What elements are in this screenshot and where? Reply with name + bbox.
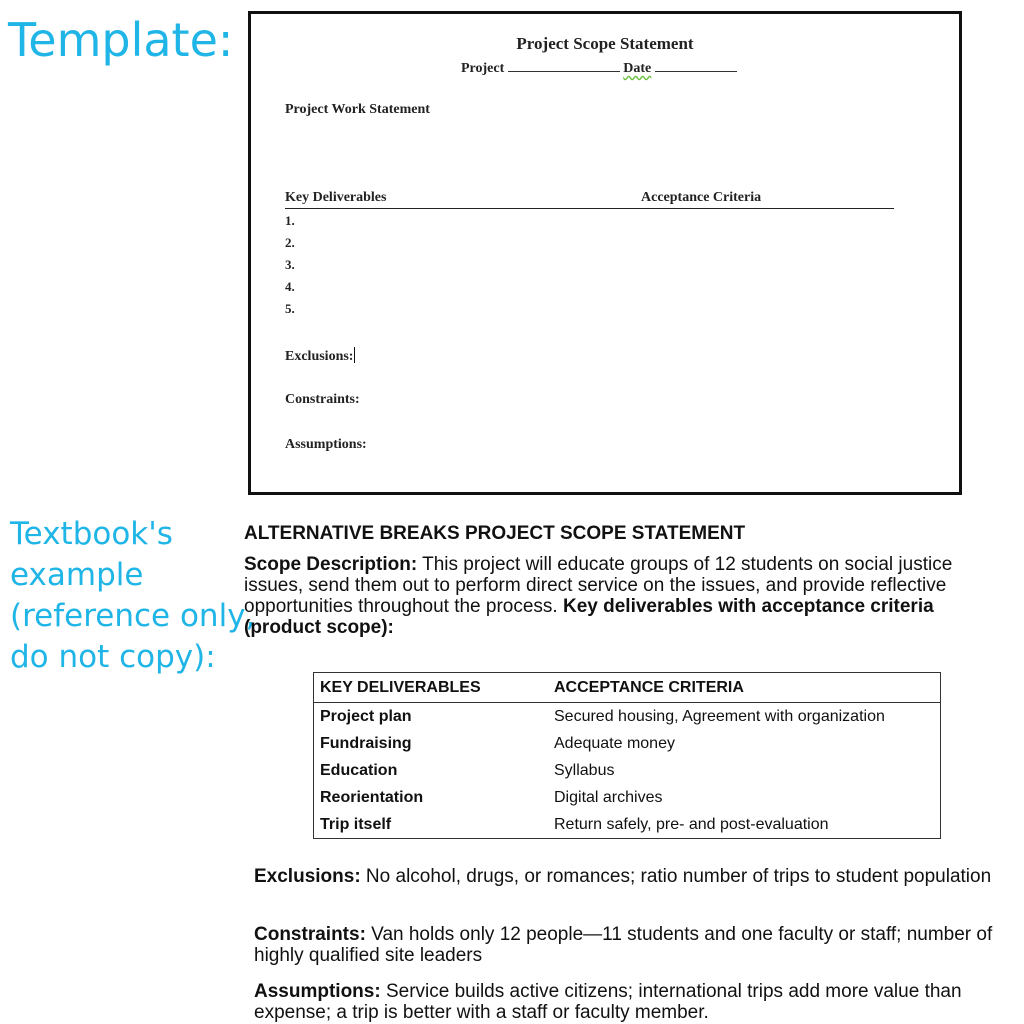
criteria-cell: Return safely, pre- and post-evaluation	[554, 815, 829, 833]
deliverable-number-list	[285, 210, 295, 320]
key-deliverables-heading: Key Deliverables	[285, 190, 387, 205]
deliverable-cell: Project plan	[320, 707, 412, 725]
table-row	[314, 703, 941, 731]
assumptions-heading: Assumptions:	[285, 437, 367, 452]
template-label: Template:	[8, 13, 234, 67]
constraints-text: Van holds only 12 people—11 students and one faculty or staff; number of highly qualified site leaders	[254, 924, 993, 966]
criteria-cell: Secured housing, Agreement with organization	[554, 707, 885, 725]
exclusions-label: Exclusions:	[254, 866, 361, 887]
example-heading: ALTERNATIVE BREAKS PROJECT SCOPE STATEMENT	[244, 523, 746, 544]
deliverable-number: 1.	[285, 213, 295, 228]
table-row	[314, 757, 941, 784]
scope-label: Scope Description:	[244, 554, 418, 575]
assumptions-text: Service builds active citizens; international trips add more value than expense; a trip is better with a staff or faculty member.	[254, 981, 962, 1023]
scope-text: This project will educate groups of 12 students on social justice issues, send them out to perform direct service on the issues, and provide reflective opportunities throughout the process.	[244, 554, 953, 617]
header-key-deliverables: KEY DELIVERABLES	[320, 678, 481, 696]
deliverable-cell: Fundraising	[320, 734, 412, 752]
header-acceptance-criteria: ACCEPTANCE CRITERIA	[554, 678, 744, 696]
project-date-line	[461, 59, 737, 77]
constraints-paragraph	[254, 924, 1019, 966]
scope-tail: Key deliverables with acceptance criteria (product scope):	[244, 596, 934, 638]
date-blank[interactable]	[655, 59, 737, 72]
deliverable-cell: Education	[320, 761, 398, 779]
table-header-row	[314, 673, 941, 703]
exclusions-text: No alcohol, drugs, or romances; ratio number of trips to student population	[360, 866, 992, 887]
exclusions-paragraph	[254, 866, 1019, 887]
table-row	[314, 784, 941, 811]
template-title: Project Scope Statement	[516, 34, 694, 53]
deliverables-header-row	[285, 190, 894, 209]
project-blank[interactable]	[508, 59, 620, 72]
acceptance-criteria-heading: Acceptance Criteria	[641, 190, 762, 205]
date-label: Date	[623, 61, 652, 76]
criteria-cell: Adequate money	[554, 734, 675, 752]
table-row	[314, 730, 941, 757]
example-label: Textbook's example (reference only, do not copy):	[10, 516, 256, 675]
constraints-heading: Constraints:	[285, 392, 360, 407]
exclusions-field[interactable]	[285, 347, 355, 365]
deliverable-number: 5.	[285, 301, 295, 316]
work-statement-heading: Project Work Statement	[285, 102, 430, 117]
assumptions-paragraph	[254, 981, 1019, 1023]
deliverable-cell: Trip itself	[320, 815, 392, 833]
assumptions-label: Assumptions:	[254, 981, 381, 1002]
table-row	[314, 811, 941, 839]
deliverable-cell: Reorientation	[320, 788, 424, 806]
exclusions-heading: Exclusions:	[285, 349, 354, 364]
deliverable-number: 4.	[285, 279, 295, 294]
text-cursor	[354, 347, 355, 363]
constraints-label: Constraints:	[254, 924, 366, 945]
criteria-cell: Syllabus	[554, 761, 615, 779]
deliverables-table	[313, 672, 941, 839]
template-box	[248, 11, 962, 495]
project-label: Project	[461, 61, 505, 76]
deliverable-number: 3.	[285, 257, 295, 272]
criteria-cell: Digital archives	[554, 788, 663, 806]
scope-description	[244, 554, 1014, 638]
deliverable-number: 2.	[285, 235, 295, 250]
